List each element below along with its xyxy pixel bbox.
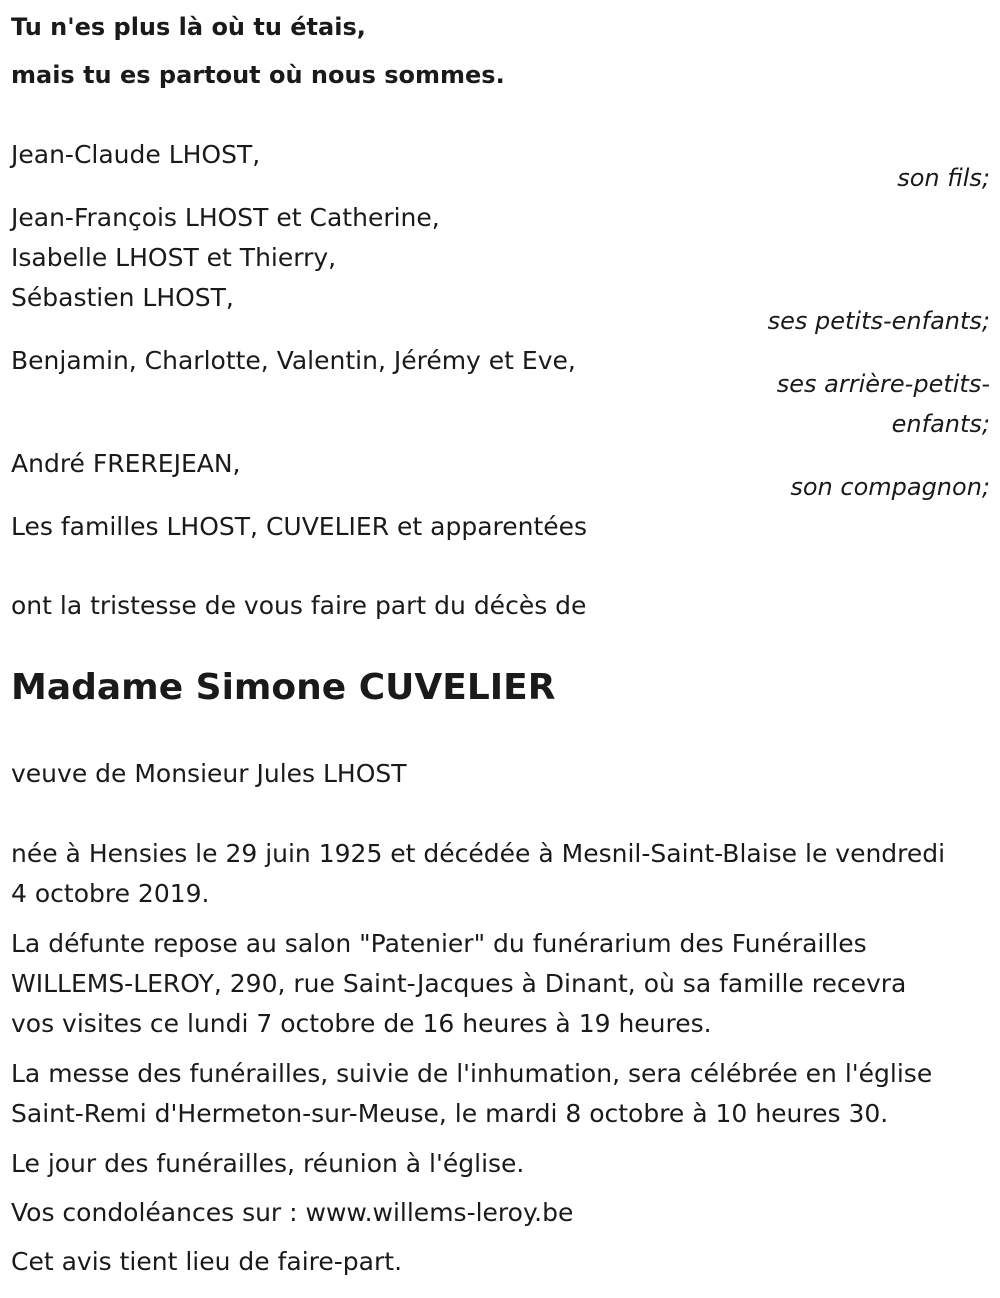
grandchild-3: Sébastien LHOST, (11, 283, 234, 312)
rest-line-3: vos visites ce lundi 7 octobre de 16 heures à 19 heures. (11, 1009, 712, 1038)
condolences-line: Vos condoléances sur : www.willems-leroy.be (11, 1198, 574, 1227)
great-grandchildren-role-line-1: ses arrière-petits- (776, 370, 990, 398)
mass-line-1: La messe des funérailles, suivie de l'inhumation, sera célébrée en l'église (11, 1059, 933, 1088)
notice-line: Cet avis tient lieu de faire-part. (11, 1247, 403, 1276)
rest-line-2: WILLEMS-LEROY, 290, rue Saint-Jacques à Dinant, où sa famille recevra (11, 969, 907, 998)
birth-death-line-1: née à Hensies le 29 juin 1925 et décédée à Mesnil-Saint-Blaise le vendredi (11, 839, 946, 868)
companion-name: André FREREJEAN, (11, 449, 241, 478)
deceased-name: Madame Simone CUVELIER (11, 667, 556, 708)
son-role: son fils; (897, 164, 990, 192)
mass-line-2: Saint-Remi d'Hermeton-sur-Meuse, le mardi 8 octobre à 10 heures 30. (11, 1099, 889, 1128)
son-name: Jean-Claude LHOST, (11, 140, 261, 169)
grandchildren-role: ses petits-enfants; (767, 307, 990, 335)
grandchild-2: Isabelle LHOST et Thierry, (11, 243, 337, 272)
great-grandchildren-role-line-2: enfants; (891, 410, 990, 438)
families-line: Les familles LHOST, CUVELIER et apparentées (11, 512, 588, 541)
great-grandchildren-names: Benjamin, Charlotte, Valentin, Jérémy et Eve, (11, 346, 576, 375)
epitaph-line-1: Tu n'es plus là où tu étais, (11, 13, 366, 41)
announcement-line: ont la tristesse de vous faire part du décès de (11, 591, 587, 620)
rest-line-1: La défunte repose au salon "Patenier" du funérarium des Funérailles (11, 929, 867, 958)
grandchild-1: Jean-François LHOST et Catherine, (11, 203, 440, 232)
reunion-line: Le jour des funérailles, réunion à l'église. (11, 1149, 525, 1178)
widow-of-line: veuve de Monsieur Jules LHOST (11, 759, 407, 788)
epitaph-line-2: mais tu es partout où nous sommes. (11, 61, 505, 89)
birth-death-line-2: 4 octobre 2019. (11, 879, 210, 908)
companion-role: son compagnon; (790, 473, 990, 501)
